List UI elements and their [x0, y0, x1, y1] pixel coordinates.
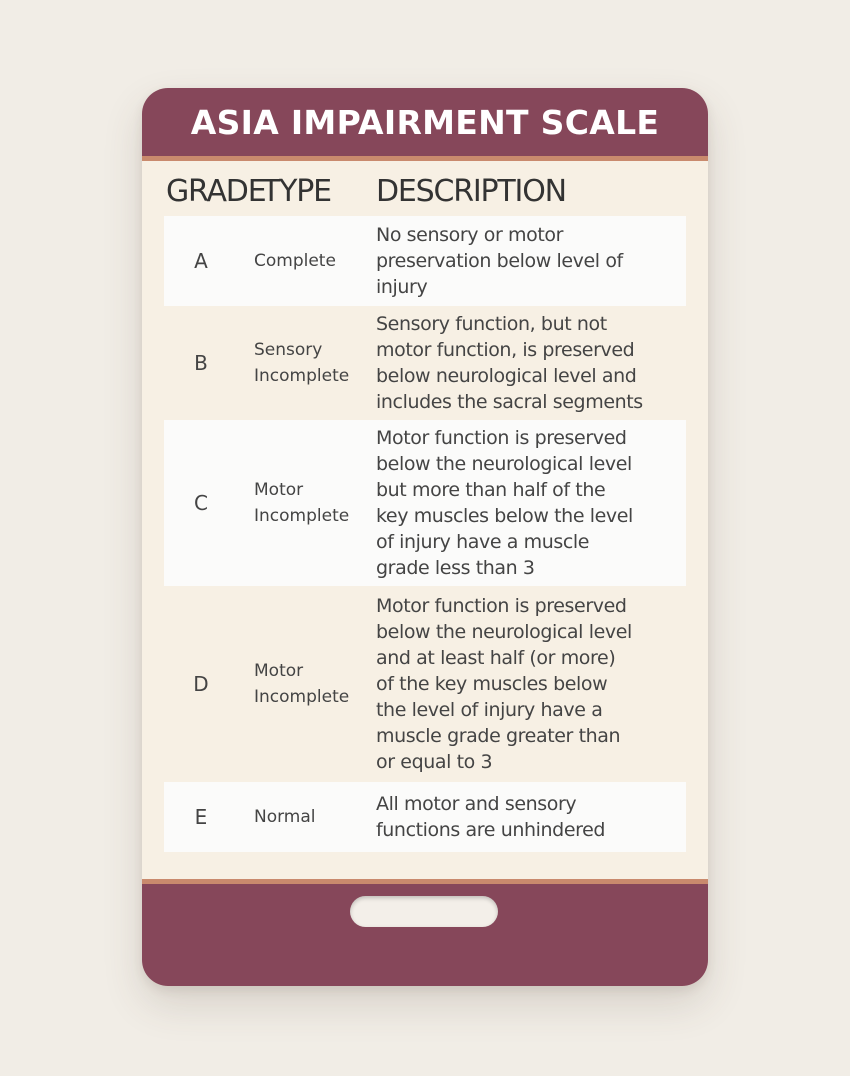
grade-cell: B	[194, 351, 208, 375]
card-title: ASIA IMPAIRMENT SCALE	[190, 102, 660, 142]
grade-column-header: GRADE	[166, 174, 266, 209]
description-cell: No sensory or motor preservation below level of injury	[376, 224, 623, 298]
card-header	[142, 88, 708, 156]
description-cell: Sensory function, but not motor function, is preserved below neurological level and includes the sacral segments	[376, 313, 643, 413]
table-row-d	[164, 586, 686, 782]
description-cell: Motor function is preserved below the neurological level but more than half of the key muscles below the level of injury have a muscle grade less than 3	[376, 427, 633, 579]
header-accent-stripe	[142, 156, 708, 161]
table-row-e	[164, 782, 686, 852]
type-column-header: TYPE	[262, 174, 331, 209]
lanyard-slot	[350, 896, 498, 927]
table-row-b	[164, 306, 686, 420]
description-column-header: DESCRIPTION	[376, 174, 566, 209]
type-cell: Motor Incomplete	[254, 480, 350, 526]
grade-cell: A	[194, 249, 208, 273]
grade-cell: D	[193, 672, 209, 696]
description-cell: Motor function is preserved below the neurological level and at least half (or more) of the key muscles below the level of injury have a muscle grade greater than or equal to 3	[376, 595, 632, 773]
description-cell: All motor and sensory functions are unhindered	[376, 793, 606, 841]
type-cell: Complete	[254, 251, 336, 271]
type-cell: Motor Incomplete	[254, 661, 350, 707]
type-cell: Normal	[254, 807, 316, 827]
grade-cell: C	[194, 491, 208, 515]
grade-cell: E	[194, 805, 208, 829]
column-headers	[142, 174, 708, 216]
type-cell: Sensory Incomplete	[254, 340, 350, 386]
table-row-a	[164, 216, 686, 306]
asia-card	[142, 88, 708, 986]
table-row-c	[164, 420, 686, 586]
